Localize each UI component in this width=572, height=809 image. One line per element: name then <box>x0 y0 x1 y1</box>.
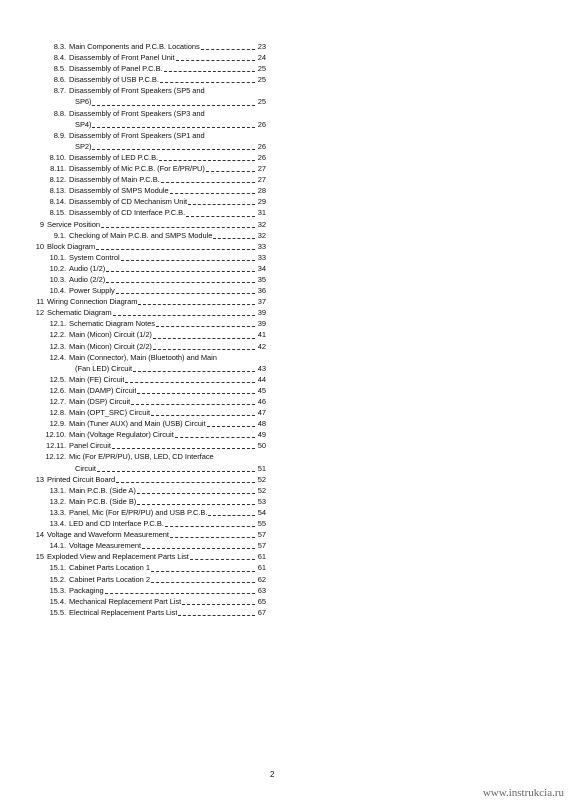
toc-entry-page: 37 <box>257 297 266 307</box>
toc-entry-title: Wiring Connection Diagram <box>47 297 138 307</box>
toc-entry[interactable] <box>34 63 266 74</box>
toc-entry[interactable] <box>34 96 266 107</box>
toc-entry-page: 67 <box>257 607 266 617</box>
toc-entry[interactable] <box>34 152 266 163</box>
toc-dot-leader <box>116 478 255 483</box>
toc-dot-leader <box>161 178 255 183</box>
toc-entry[interactable] <box>34 196 266 207</box>
toc-entry-page: 63 <box>257 585 266 595</box>
toc-dot-leader <box>176 56 255 61</box>
toc-entry-title: Service Position <box>47 219 100 229</box>
toc-entry-page: 26 <box>257 119 266 129</box>
toc-entry[interactable] <box>34 574 266 585</box>
toc-entry-number: 8.6. <box>53 75 66 85</box>
toc-entry-title: Circuit <box>75 463 96 473</box>
toc-entry-page: 27 <box>257 175 266 185</box>
toc-dot-leader <box>182 600 255 605</box>
toc-entry[interactable] <box>34 285 266 296</box>
toc-entry[interactable] <box>34 585 266 596</box>
toc-entry[interactable] <box>34 374 266 385</box>
toc-dot-leader <box>151 411 255 416</box>
toc-entry[interactable] <box>34 440 266 451</box>
toc-entry-number: 10.2. <box>49 263 66 273</box>
toc-entry[interactable] <box>34 219 266 230</box>
toc-entry-number: 8.9. <box>53 130 66 140</box>
toc-dot-leader <box>97 467 255 472</box>
toc-entry-page: 44 <box>257 374 266 384</box>
toc-entry[interactable] <box>34 429 266 440</box>
toc-dot-leader <box>112 444 255 449</box>
toc-entry-number: 12.3. <box>49 341 66 351</box>
toc-dot-leader <box>92 145 255 150</box>
toc-entry-title: Disassembly of SMPS Module <box>69 186 169 196</box>
toc-dot-leader <box>156 322 255 327</box>
toc-entry-title: SP6) <box>75 97 92 107</box>
toc-entry-title: SP4) <box>75 119 92 129</box>
toc-dot-leader <box>190 555 255 560</box>
toc-entry-number: 10.4. <box>49 286 66 296</box>
toc-entry-number: 8.7. <box>53 86 66 96</box>
toc-entry-title: Audio (1/2) <box>69 263 106 273</box>
toc-entry[interactable] <box>34 119 266 130</box>
toc-entry-page: 47 <box>257 408 266 418</box>
toc-entry-page: 46 <box>257 397 266 406</box>
toc-dot-leader <box>142 544 255 549</box>
toc-entry-title: Main (Micon) Circuit (2/2) <box>69 341 152 351</box>
toc-entry-number: 13 <box>35 474 44 484</box>
toc-entry[interactable] <box>34 485 266 496</box>
toc-entry-title: Schematic Diagram Notes <box>69 319 155 329</box>
toc-entry-title: Mic (For E/PR/PU), USB, LED, CD Interface <box>69 452 214 462</box>
toc-entry[interactable] <box>34 318 266 329</box>
toc-entry-title: Main P.C.B. (Side A) <box>69 485 136 495</box>
toc-entry-number: 15.1. <box>49 563 66 573</box>
toc-dot-leader <box>116 289 255 294</box>
toc-entry-page: 32 <box>257 219 266 229</box>
toc-entry-title: Main (DAMP) Circuit <box>69 385 137 395</box>
toc-entry-title: Disassembly of USB P.C.B. <box>69 75 159 85</box>
toc-dot-leader <box>207 422 255 427</box>
toc-dot-leader <box>160 78 255 83</box>
toc-entry-number: 8.11. <box>50 164 66 174</box>
toc-entry-title: Main (FE) Circuit <box>69 374 125 384</box>
toc-entry-title: Packaging <box>69 585 104 595</box>
toc-dot-leader <box>96 245 255 250</box>
toc-dot-leader <box>151 567 255 572</box>
toc-entry-title: Main (DSP) Circuit <box>69 397 131 406</box>
toc-entry-page: 33 <box>257 241 266 251</box>
toc-dot-leader <box>165 522 255 527</box>
toc-dot-leader <box>153 345 255 350</box>
toc-entry-page: 34 <box>257 263 266 273</box>
toc-entry-page: 54 <box>257 507 266 517</box>
toc-dot-leader <box>186 212 255 217</box>
toc-entry-title: Disassembly of LED P.C.B. <box>69 152 159 162</box>
toc-entry[interactable] <box>34 607 266 618</box>
toc-entry[interactable] <box>34 207 266 218</box>
toc-entry-title: (Fan LED) Circuit <box>75 363 133 373</box>
toc-entry-title: System Control <box>69 252 120 262</box>
toc-entry-title: Main (Tuner AUX) and Main (USB) Circuit <box>69 419 206 429</box>
toc-entry-page: 36 <box>257 286 266 296</box>
toc-entry-page: 25 <box>257 75 266 85</box>
toc-dot-leader <box>131 400 255 405</box>
toc-entry-number: 12.5. <box>49 374 66 384</box>
toc-dot-leader <box>170 189 255 194</box>
toc-entry-title: Main (Voltage Regulator) Circuit <box>69 430 174 440</box>
toc-dot-leader <box>178 611 255 616</box>
toc-entry-title: Electrical Replacement Parts List <box>69 607 178 617</box>
toc-entry-number: 8.10. <box>49 152 66 162</box>
toc-entry-title: Cabinet Parts Location 1 <box>69 563 150 573</box>
toc-entry-title: Main (Connector), Main (Bluetooth) and Main <box>69 352 217 362</box>
table-of-contents <box>34 41 266 618</box>
toc-entry-title: Audio (2/2) <box>69 274 106 284</box>
toc-entry-number: 9.1. <box>53 230 66 240</box>
toc-entry-title: Block Diagram <box>47 241 96 251</box>
toc-entry-number: 9 <box>39 219 44 229</box>
toc-entry-number: 11 <box>36 297 44 307</box>
toc-entry-number: 12.2. <box>49 330 66 340</box>
toc-dot-leader <box>133 367 255 372</box>
toc-entry-page: 39 <box>257 308 266 318</box>
toc-entry-number: 13.1. <box>49 485 66 495</box>
toc-entry-number: 12.12. <box>45 452 66 462</box>
toc-entry-page: 45 <box>257 385 266 395</box>
toc-entry-number: 8.13. <box>49 186 66 196</box>
toc-entry-number: 8.12. <box>49 175 66 185</box>
toc-entry[interactable] <box>34 396 266 407</box>
toc-entry-page: 57 <box>257 541 266 551</box>
toc-entry-title: Panel, Mic (For E/PR/PU) and USB P.C.B. <box>69 507 208 517</box>
toc-entry[interactable] <box>34 540 266 551</box>
toc-entry[interactable] <box>34 496 266 507</box>
toc-entry-page: 50 <box>257 441 266 451</box>
toc-dot-leader <box>153 334 255 339</box>
toc-dot-leader <box>188 200 255 205</box>
toc-entry-number: 8.14. <box>49 197 66 207</box>
toc-entry[interactable] <box>34 85 266 96</box>
toc-entry-number: 10 <box>35 241 44 251</box>
toc-entry-number: 8.3. <box>53 42 66 51</box>
toc-entry[interactable] <box>34 329 266 340</box>
toc-entry-number: 15.4. <box>49 596 66 606</box>
toc-entry[interactable] <box>34 407 266 418</box>
toc-entry-title: Disassembly of Front Speakers (SP1 and <box>69 130 205 140</box>
toc-entry-page: 65 <box>257 596 266 606</box>
toc-entry[interactable] <box>34 185 266 196</box>
toc-entry-title: Disassembly of Mic P.C.B. (For E/PR/PU) <box>69 164 205 174</box>
toc-entry[interactable] <box>34 451 266 462</box>
toc-dot-leader <box>121 256 255 261</box>
toc-entry-page: 55 <box>257 519 266 529</box>
toc-entry-number: 12.6. <box>49 385 66 395</box>
toc-entry-number: 8.5. <box>53 64 66 74</box>
toc-entry-page: 61 <box>257 552 266 562</box>
toc-entry-title: Mechanical Replacement Part List <box>69 596 182 606</box>
toc-entry[interactable] <box>34 418 266 429</box>
page-number: 2 <box>270 770 275 779</box>
toc-entry-number: 8.4. <box>53 53 66 63</box>
toc-entry-number: 13.4. <box>49 519 66 529</box>
toc-dot-leader <box>137 489 255 494</box>
toc-entry[interactable] <box>34 551 266 562</box>
toc-entry[interactable] <box>34 463 266 474</box>
toc-entry[interactable] <box>34 141 266 152</box>
toc-entry[interactable] <box>34 341 266 352</box>
toc-entry-title: SP2) <box>75 141 92 151</box>
toc-entry-title: LED and CD Interface P.C.B. <box>69 519 164 529</box>
toc-entry-page: 24 <box>257 53 266 63</box>
toc-entry[interactable] <box>34 596 266 607</box>
toc-entry-number: 15.3. <box>49 585 66 595</box>
toc-entry-title: Main (OPT_SRC) Circuit <box>69 408 150 418</box>
toc-entry-title: Schematic Diagram <box>47 308 112 318</box>
toc-entry[interactable] <box>34 74 266 85</box>
toc-dot-leader <box>125 378 255 383</box>
toc-entry-number: 14.1. <box>49 541 66 551</box>
toc-entry-page: 33 <box>257 252 266 262</box>
toc-entry-page: 28 <box>257 186 266 196</box>
toc-entry-page: 52 <box>257 474 266 484</box>
toc-entry-page: 52 <box>257 485 266 495</box>
toc-entry[interactable] <box>34 130 266 141</box>
toc-entry-page: 39 <box>257 319 266 329</box>
toc-entry-number: 15 <box>35 552 44 562</box>
toc-entry-number: 13.2. <box>49 496 66 506</box>
toc-entry[interactable] <box>34 174 266 185</box>
toc-entry-page: 29 <box>257 197 266 207</box>
toc-dot-leader <box>101 223 255 228</box>
toc-entry[interactable] <box>34 274 266 285</box>
toc-entry-page: 57 <box>257 530 266 540</box>
toc-entry[interactable] <box>34 41 266 52</box>
toc-entry-title: Disassembly of Front Speakers (SP5 and <box>69 86 205 96</box>
toc-entry-title: Power Supply <box>69 286 115 296</box>
toc-entry[interactable] <box>34 52 266 63</box>
toc-dot-leader <box>106 278 255 283</box>
toc-entry[interactable] <box>34 241 266 252</box>
toc-dot-leader <box>201 45 255 50</box>
toc-entry-number: 12.4. <box>49 352 66 362</box>
toc-dot-leader <box>213 234 255 239</box>
watermark: www.instrukcia.ru <box>482 787 564 799</box>
toc-entry-number: 12.7. <box>49 397 66 406</box>
toc-entry[interactable] <box>34 474 266 485</box>
toc-entry-page: 48 <box>257 419 266 429</box>
toc-entry-page: 26 <box>257 152 266 162</box>
toc-dot-leader <box>170 533 255 538</box>
toc-dot-leader <box>151 578 255 583</box>
toc-entry-title: Main P.C.B. (Side B) <box>69 496 137 506</box>
toc-entry-title: Main (Micon) Circuit (1/2) <box>69 330 152 340</box>
toc-entry-page: 61 <box>257 563 266 573</box>
toc-entry-page: 27 <box>257 164 266 174</box>
toc-entry-title: Disassembly of Front Speakers (SP3 and <box>69 108 205 118</box>
toc-entry[interactable] <box>34 230 266 241</box>
toc-entry-title: Disassembly of Front Panel Unit <box>69 53 175 63</box>
toc-entry-page: 26 <box>257 141 266 151</box>
toc-entry-number: 10.3. <box>49 274 66 284</box>
toc-entry-page: 51 <box>257 463 266 473</box>
toc-entry-number: 10.1. <box>49 252 66 262</box>
toc-entry[interactable] <box>34 352 266 363</box>
toc-dot-leader <box>106 267 255 272</box>
toc-entry-title: Panel Circuit <box>69 441 111 451</box>
toc-entry-number: 8.15. <box>49 208 66 218</box>
toc-entry[interactable] <box>34 108 266 119</box>
toc-dot-leader <box>113 311 255 316</box>
toc-dot-leader <box>92 101 255 106</box>
toc-entry-number: 12.11. <box>46 441 66 451</box>
toc-entry-page: 25 <box>257 97 266 107</box>
toc-dot-leader <box>92 123 255 128</box>
toc-dot-leader <box>175 433 255 438</box>
toc-entry-title: Voltage Measurement <box>69 541 142 551</box>
toc-dot-leader <box>137 500 255 505</box>
toc-entry-number: 8.8. <box>53 108 66 118</box>
toc-entry-number: 12.8. <box>49 408 66 418</box>
toc-entry-page: 49 <box>257 430 266 440</box>
toc-entry[interactable] <box>34 296 266 307</box>
toc-entry-page: 62 <box>257 574 266 584</box>
toc-entry-number: 15.2. <box>49 574 66 584</box>
toc-entry[interactable] <box>34 252 266 263</box>
toc-entry-title: Disassembly of Main P.C.B. <box>69 175 160 185</box>
toc-entry-page: 43 <box>257 363 266 373</box>
toc-entry[interactable] <box>34 163 266 174</box>
toc-entry-number: 12.10. <box>45 430 66 440</box>
toc-dot-leader <box>208 511 255 516</box>
toc-entry-number: 14 <box>35 530 44 540</box>
toc-entry-title: Disassembly of CD Interface P.C.B. <box>69 208 186 218</box>
toc-entry-page: 42 <box>257 341 266 351</box>
toc-dot-leader <box>164 67 255 72</box>
toc-entry-title: Printed Circuit Board <box>47 474 116 484</box>
toc-entry-title: Main Components and P.C.B. Locations <box>69 42 200 51</box>
toc-entry-number: 12 <box>35 308 44 318</box>
toc-entry-page: 23 <box>257 42 266 51</box>
toc-entry[interactable] <box>34 529 266 540</box>
toc-entry-page: 25 <box>257 64 266 74</box>
toc-dot-leader <box>206 167 255 172</box>
toc-entry-title: Exploded View and Replacement Parts List <box>47 552 189 562</box>
toc-dot-leader <box>105 589 255 594</box>
toc-entry-title: Disassembly of CD Mechanism Unit <box>69 197 188 207</box>
toc-entry-number: 12.9. <box>49 419 66 429</box>
toc-dot-leader <box>159 156 255 161</box>
toc-entry-title: Voltage and Waveform Measurement <box>47 530 169 540</box>
toc-entry-title: Cabinet Parts Location 2 <box>69 574 150 584</box>
toc-entry-number: 13.3. <box>49 507 66 517</box>
toc-entry-page: 35 <box>257 274 266 284</box>
toc-entry-page: 31 <box>257 208 266 218</box>
toc-entry-page: 53 <box>257 496 266 506</box>
toc-dot-leader <box>138 300 255 305</box>
toc-entry[interactable] <box>34 518 266 529</box>
toc-entry-title: Disassembly of Panel P.C.B. <box>69 64 163 74</box>
toc-entry-title: Checking of Main P.C.B. and SMPS Module <box>69 230 213 240</box>
toc-entry[interactable] <box>34 363 266 374</box>
toc-dot-leader <box>137 389 255 394</box>
toc-entry-number: 12.1. <box>49 319 66 329</box>
toc-entry[interactable] <box>34 263 266 274</box>
toc-entry[interactable] <box>34 385 266 396</box>
toc-entry[interactable] <box>34 507 266 518</box>
toc-entry-number: 15.5. <box>49 607 66 617</box>
toc-entry[interactable] <box>34 562 266 573</box>
toc-entry[interactable] <box>34 307 266 318</box>
toc-entry-page: 41 <box>257 330 266 340</box>
toc-entry-page: 32 <box>257 230 266 240</box>
